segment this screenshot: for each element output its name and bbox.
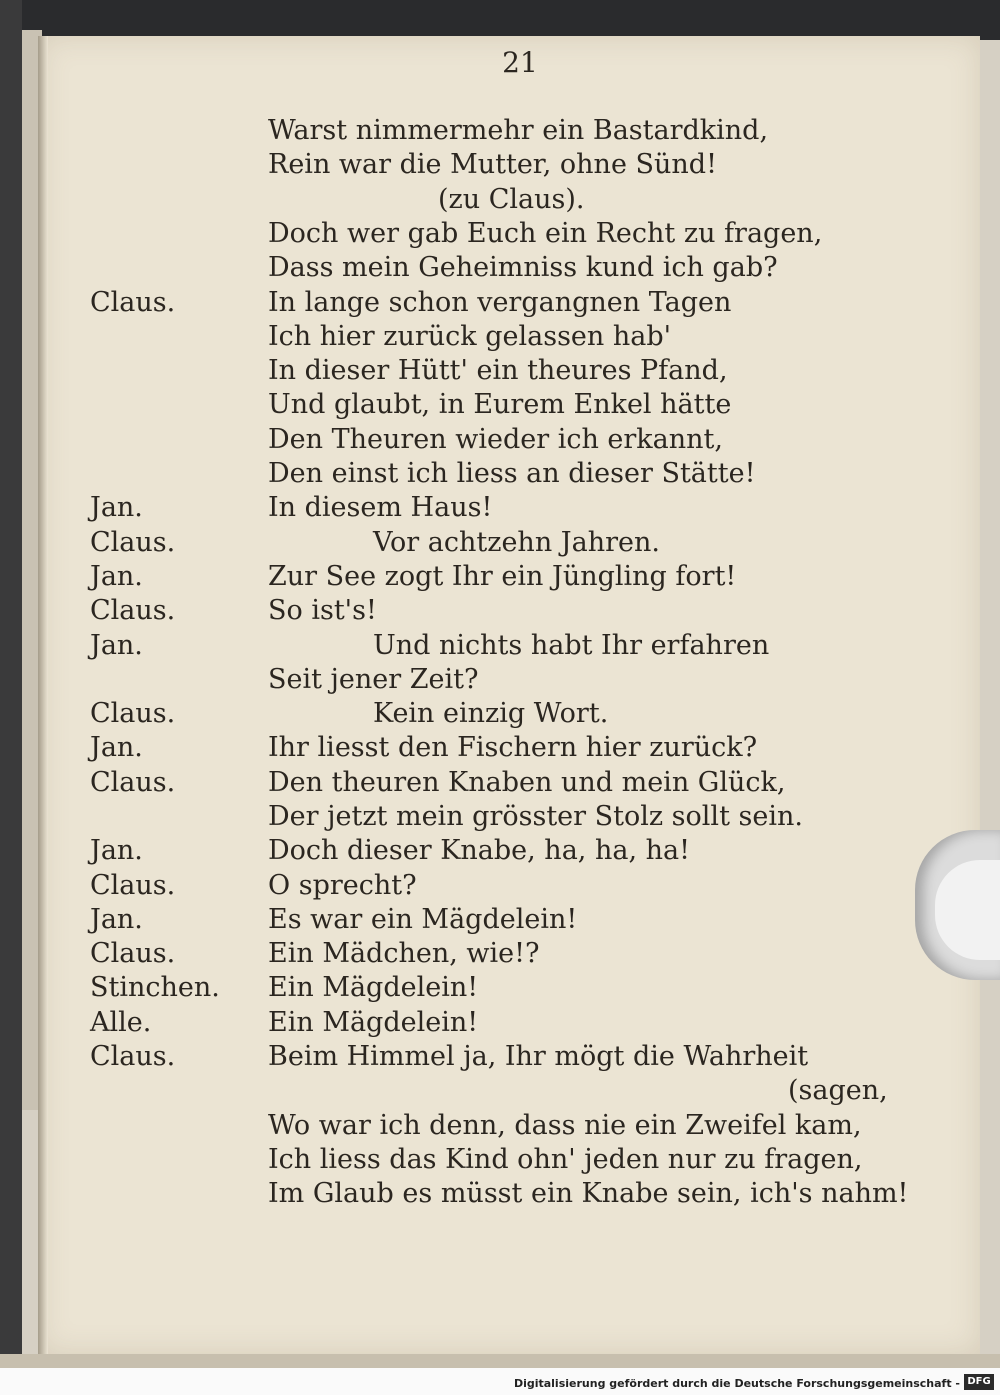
verse-line: In dieser Hütt' ein theures Pfand, (268, 355, 728, 386)
verse-line: Ich hier zurück gelassen hab' (268, 321, 672, 352)
page-bottom-edge (0, 1354, 1000, 1368)
speaker-name: Claus. (90, 938, 176, 969)
verse-line: Den theuren Knaben und mein Glück, (268, 767, 786, 798)
scanner-background (0, 0, 1000, 40)
verse-line: Den Theuren wieder ich erkannt, (268, 424, 723, 455)
verse-line: Ein Mädchen, wie!? (268, 938, 540, 969)
speaker-name: Claus. (90, 287, 176, 318)
verse-line: Dass mein Geheimniss kund ich gab? (268, 252, 778, 283)
verse-line: Zur See zogt Ihr ein Jüngling fort! (268, 561, 737, 592)
speaker-name: Jan. (90, 492, 143, 523)
speaker-name: Alle. (90, 1007, 152, 1038)
verse-line: Und glaubt, in Eurem Enkel hätte (268, 389, 732, 420)
footer-credit: Digitalisierung gefördert durch die Deutsche Forschungsgemeinschaft - (513, 1377, 960, 1390)
speaker-name: Claus. (90, 595, 176, 626)
speaker-name: Jan. (90, 904, 143, 935)
verse-line: O sprecht? (268, 870, 417, 901)
scanner-background-left (0, 0, 22, 1395)
verse-line: Beim Himmel ja, Ihr mögt die Wahrheit (268, 1041, 809, 1072)
verse-line: Doch wer gab Euch ein Recht zu fragen, (268, 218, 823, 249)
verse-line: Und nichts habt Ihr erfahren (373, 630, 770, 661)
verse-line: So ist's! (268, 595, 377, 626)
verse-line: Den einst ich liess an dieser Stätte! (268, 458, 756, 489)
verse-line: Der jetzt mein grösster Stolz sollt sein. (268, 801, 803, 832)
verse-line: Es war ein Mägdelein! (268, 904, 578, 935)
verse-line: Im Glaub es müsst ein Knabe sein, ich's nahm! (268, 1178, 909, 1209)
verse-line: Vor achtzehn Jahren. (373, 527, 660, 558)
verse-line: Ein Mägdelein! (268, 1007, 479, 1038)
verse-line: Ihr liesst den Fischern hier zurück? (268, 732, 758, 763)
verse-line: Ich liess das Kind ohn' jeden nur zu fragen, (268, 1144, 863, 1175)
verse-line: Warst nimmermehr ein Bastardkind, (268, 115, 769, 146)
verse-line: (sagen, (788, 1075, 888, 1106)
speaker-name: Claus. (90, 698, 176, 729)
speaker-name: Claus. (90, 767, 176, 798)
dfg-logo: DFG (964, 1374, 994, 1390)
speaker-name: Jan. (90, 732, 143, 763)
speaker-name: Stinchen. (90, 972, 220, 1003)
page-gutter (38, 36, 48, 1354)
verse-line: Doch dieser Knabe, ha, ha, ha! (268, 835, 690, 866)
verse-line: (zu Claus). (438, 184, 585, 215)
verse-line: Wo war ich denn, dass nie ein Zweifel kam, (268, 1110, 862, 1141)
speaker-name: Claus. (90, 870, 176, 901)
speaker-name: Jan. (90, 835, 143, 866)
verse-line: Rein war die Mutter, ohne Sünd! (268, 149, 717, 180)
verse-line: In diesem Haus! (268, 492, 493, 523)
verse-line: Seit jener Zeit? (268, 664, 479, 695)
verse-line: Ein Mägdelein! (268, 972, 479, 1003)
speaker-name: Claus. (90, 527, 176, 558)
speaker-name: Jan. (90, 561, 143, 592)
verse-line: In lange schon vergangnen Tagen (268, 287, 732, 318)
verse-line: Kein einzig Wort. (373, 698, 609, 729)
speaker-name: Jan. (90, 630, 143, 661)
page-number: 21 (502, 46, 538, 79)
speaker-name: Claus. (90, 1041, 176, 1072)
